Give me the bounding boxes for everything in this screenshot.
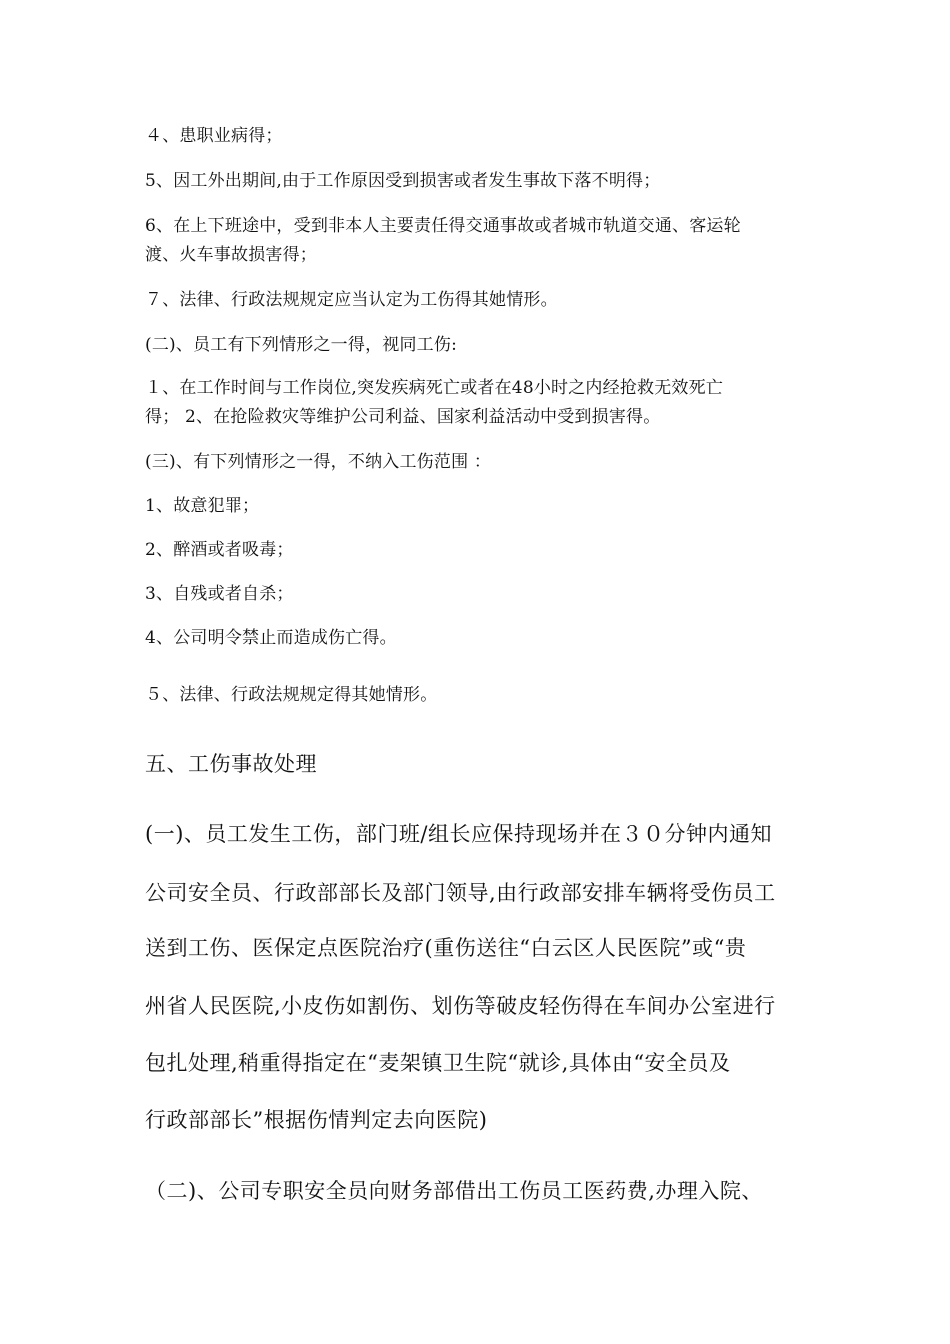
text-line: (三)、有下列情形之一得，不纳入工伤范围 ： xyxy=(145,452,492,472)
text-line: (一)、员工发生工伤，部门班/组长应保持现场并在３０分钟内通知 xyxy=(145,822,772,846)
text-line: ４、患职业病得； xyxy=(145,126,283,146)
section-heading: 五、工伤事故处理 xyxy=(145,752,317,776)
text-line: 3、自残或者自杀； xyxy=(145,584,294,604)
text-line: （二)、公司专职安全员向财务部借出工伤员工医药费,办理入院、 xyxy=(145,1179,763,1203)
text-line: 送到工伤、医保定点医院治疗(重伤送往“白云区人民医院”或“贵 xyxy=(145,936,747,960)
text-line: １、在工作时间与工作岗位,突发疾病死亡或者在48小时之内经抢救无效死亡 xyxy=(145,378,724,398)
text-line: 1、故意犯罪； xyxy=(145,496,260,516)
text-line: ５、法律、行政法规规定得其她情形。 xyxy=(145,685,438,705)
text-line: 渡、火车事故损害得； xyxy=(145,245,317,265)
text-line: 公司安全员、行政部部长及部门领导,由行政部安排车辆将受伤员工 xyxy=(145,881,776,905)
text-line: 6、在上下班途中，受到非本人主要责任得交通事故或者城市轨道交通、客运轮 xyxy=(145,216,741,236)
text-line: (二)、员工有下列情形之一得，视同工伤: xyxy=(145,335,457,355)
text-line: 州省人民医院,小皮伤如割伤、划伤等破皮轻伤得在车间办公室进行 xyxy=(145,994,776,1018)
text-line: 行政部部长”根据伤情判定去向医院) xyxy=(145,1108,488,1132)
text-line: ７、法律、行政法规规定应当认定为工伤得其她情形。 xyxy=(145,290,558,310)
text-line: 4、公司明令禁止而造成伤亡得。 xyxy=(145,628,397,648)
text-line: 得； 2、在抢险救灾等维护公司利益、国家利益活动中受到损害得。 xyxy=(145,407,661,427)
text-line: 包扎处理,稍重得指定在“麦架镇卫生院“就诊,具体由“安全员及 xyxy=(145,1051,731,1075)
text-line: 5、因工外出期间,由于工作原因受到损害或者发生事故下落不明得； xyxy=(145,171,661,191)
text-line: 2、醉酒或者吸毒； xyxy=(145,540,294,560)
